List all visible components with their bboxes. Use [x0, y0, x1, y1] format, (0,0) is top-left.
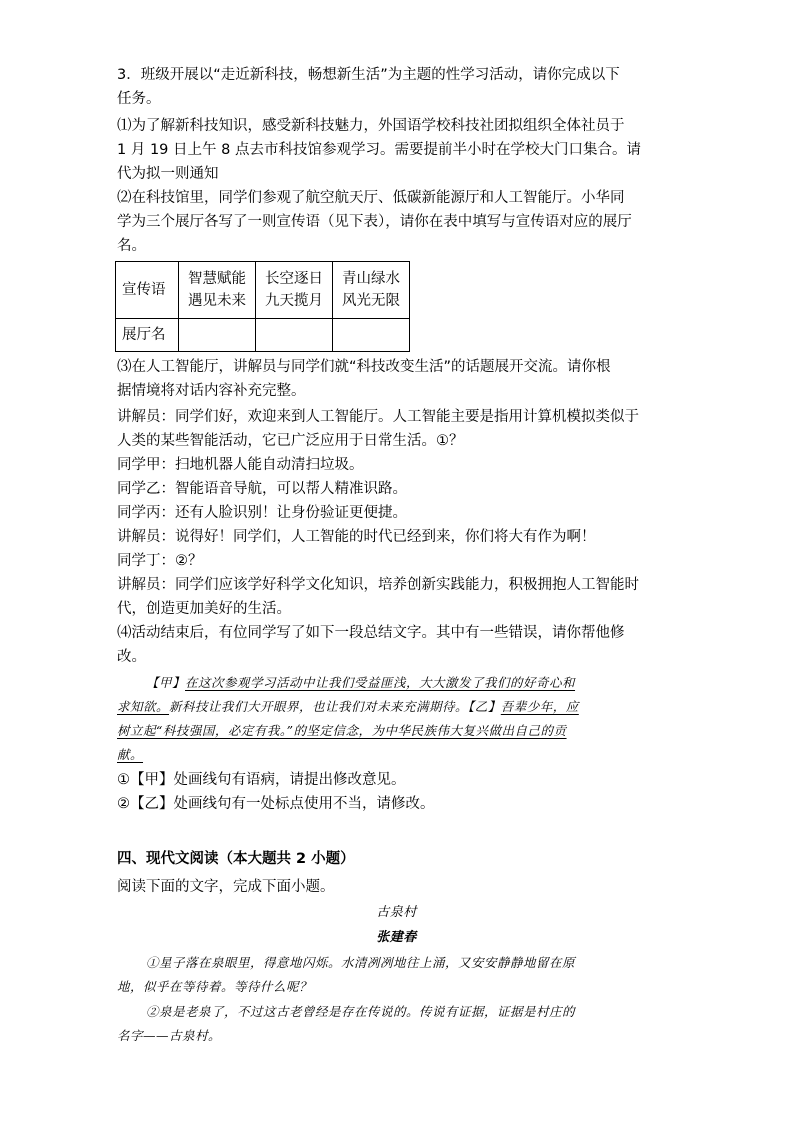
- q3-part3-line2: 据情境将对话内容补充完整。: [117, 383, 306, 399]
- hall-name-header-cell: 展厅名: [116, 319, 179, 352]
- slogan-cell: 青山绿水 风光无限: [333, 262, 410, 319]
- yi-marker: 【乙】: [468, 699, 501, 714]
- article-para1-line2: 地，似乎在等待着。等待什么呢？: [117, 979, 313, 994]
- slogan-cell: 智慧赋能 遇见未来: [179, 262, 256, 319]
- hall-name-blank-cell[interactable]: [256, 319, 333, 352]
- article-para2-line2: 名字——古泉村。: [117, 1028, 222, 1043]
- q3-part3-line1: ⑶在人工智能厅，讲解员与同学们就“科技改变生活”的话题展开交流。请你根: [117, 359, 611, 375]
- q3-part1-line2: 1 月 19 日上午 8 点去市科技馆参观学习。需要提前半小时在学校大门口集合。请: [117, 142, 641, 158]
- q3-part4-line1: ⑷活动结束后，有位同学写了如下一段总结文字。其中有一些错误，请你帮他修: [117, 625, 625, 641]
- q3-part1-line3: 代为拟一则通知: [117, 166, 219, 182]
- hall-name-row: [116, 319, 410, 352]
- dialog-line: 同学乙：智能语音导航，可以帮人精准识路。: [117, 481, 407, 497]
- summary-line1: [146, 672, 575, 694]
- q3-part2-line1: ⑵在科技馆里，同学们参观了航空航天厅、低碳新能源厅和人工智能厅。小华同: [117, 190, 625, 206]
- section-heading: 四、现代文阅读（本大题共 2 小题）: [117, 851, 355, 867]
- dialog-line: 讲解员：说得好！同学们，人工智能的时代已经到来，你们将大有作为啊！: [117, 529, 596, 545]
- slogan-header-cell: 宣传语: [116, 262, 179, 319]
- q3-part4-line2: 改。: [117, 649, 146, 665]
- summary-line4: 献。: [117, 747, 144, 762]
- q3-part2-line3: 名。: [117, 238, 146, 254]
- summary-line3: 树立起“科技强国，必定有我。”的坚定信念，为中华民族伟大复兴做出自己的贡: [117, 723, 567, 738]
- article-para1-line1: ①星子落在泉眼里，得意地闪烁。水清冽冽地往上涌，又安安静静地留在原: [146, 955, 576, 970]
- q3-title-line1: 3．班级开展以“走近新科技，畅想新生活”为主题的性学习活动，请你完成以下: [117, 67, 620, 83]
- dialog-line: 人类的某些智能活动，它已广泛应用于日常生活。①？: [117, 433, 464, 449]
- jia-underlined-text: 在这次参观学习活动中让我们受益匪浅，大大激发了我们的好奇心和: [185, 675, 576, 690]
- dialog-line: 同学丁：②？: [117, 553, 203, 569]
- q3-part1-line1: ⑴为了解新科技知识，感受新科技魅力，外国语学校科技社团拟组织全体社员于: [117, 118, 625, 134]
- hall-name-blank-cell[interactable]: [333, 319, 410, 352]
- jia-underlined-text-cont: 求知欲。: [117, 699, 170, 714]
- q3-part2-line2: 学为三个展厅各写了一则宣传语（见下表），请你在表中填写与宣传语对应的展厅: [117, 214, 632, 230]
- q3-title-line2: 任务。: [117, 91, 161, 107]
- article-title: 古泉村: [376, 905, 417, 920]
- dialog-line: 讲解员：同学们好，欢迎来到人工智能厅。人工智能主要是指用计算机模拟类似于: [117, 409, 639, 425]
- slogan-row: [116, 262, 410, 319]
- sub-question-2: ②【乙】处画线句有一处标点使用不当，请修改。: [117, 796, 435, 812]
- section-intro: 阅读下面的文字，完成下面小题。: [117, 879, 335, 895]
- dialog-line: 同学丙：还有人脸识别！让身份验证更便捷。: [117, 505, 407, 521]
- dialog-line: 讲解员：同学们应该学好科学文化知识，培养创新实践能力，积极拥抱人工智能时: [117, 577, 639, 593]
- summary-line2: [117, 696, 579, 718]
- jia-marker: 【甲】: [146, 675, 186, 690]
- slogan-cell: 长空逐日 九天揽月: [256, 262, 333, 319]
- summary-plain-text: 新科技让我们大开眼界，也让我们对未来充满期待。: [169, 699, 469, 714]
- article-author: 张建春: [376, 930, 417, 945]
- slogan-table: [115, 261, 410, 352]
- hall-name-blank-cell[interactable]: [179, 319, 256, 352]
- article-para2-line1: ②泉是老泉了，不过这古老曾经是存在传说的。传说有证据，证据是村庄的: [146, 1004, 576, 1019]
- dialog-line: 代，创造更加美好的生活。: [117, 601, 291, 617]
- dialog-line: 同学甲：扫地机器人能自动清扫垃圾。: [117, 457, 364, 473]
- yi-underlined-text: 吾辈少年，应: [500, 699, 579, 714]
- sub-question-1: ①【甲】处画线句有语病，请提出修改意见。: [117, 772, 406, 788]
